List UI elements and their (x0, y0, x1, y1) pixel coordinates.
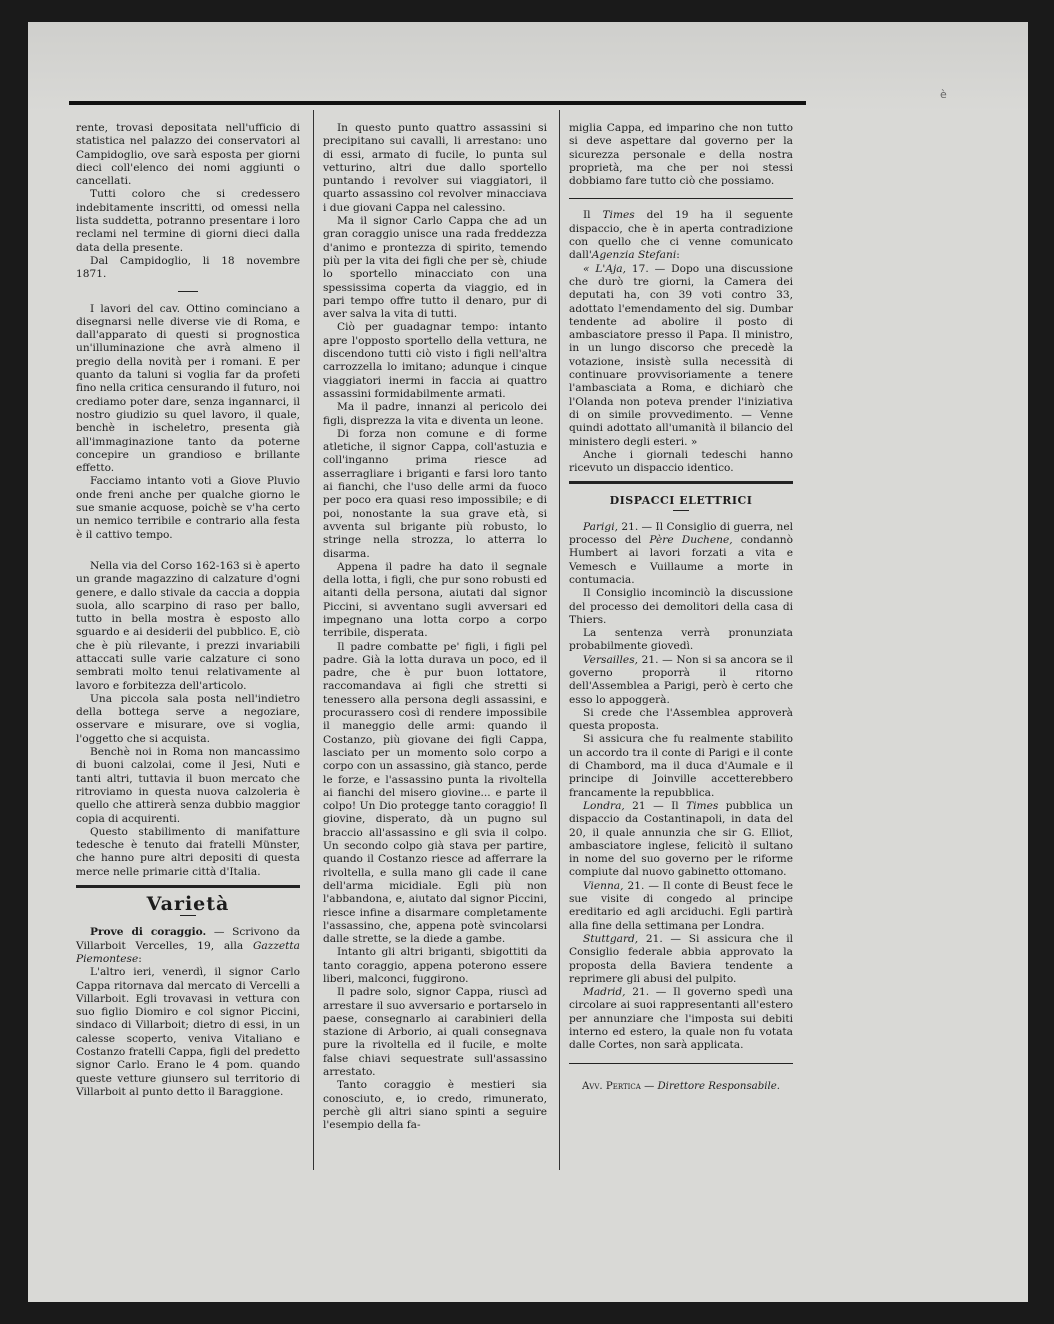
paragraph: Tanto coraggio è mestieri sia conosciuto, e, io credo, rimunerato, perchè gli altri siano spinti a seguire l'esempio della fa- (323, 1079, 547, 1132)
separator (673, 510, 689, 511)
text-run: 21. — Non si sa ancora se il governo proporrà il ritorno dell'Assemblea a Parigi, però è certo che esso lo appoggerà. (569, 653, 793, 706)
text-run: 21. — Il governo spedì una circolare ai suoi rappresentanti all'estero per annunziare che l'imposta sui debiti interno ed estero, la quale non fu votata dalle Cortes, non sarà applicata. (569, 986, 793, 1052)
agency-name: Agenzia Stefani (591, 249, 677, 262)
text-run: — Scrivono da Villarboit Vercelles, 19, alla (76, 926, 301, 952)
header-rule (69, 101, 806, 105)
dispatch: La sentenza verrà pronunziata probabilmente giovedì. (569, 627, 793, 653)
paragraph: Una piccola sala posta nell'indietro della bottega serve a negoziare, osservare e misurare, ove si voglia, l'oggetto che si acquista. (76, 692, 300, 745)
dispatch (569, 654, 793, 707)
dispatch (569, 986, 793, 1052)
text-run: : (676, 249, 680, 262)
paragraph: Di forza non comune e di forme atletiche, il signor Cappa, coll'astuzia e coll'inganno prima riesce ad asserragliare i briganti e farsi loro tanto ai fianchi, che l'uso delle armi da fuoco per poco era quasi reso impossibile; e di poi, nonostante la sua grave età, si avventa sul brigante più robusto, lo stringe nella strozza, lo atterra lo disarma. (323, 427, 547, 560)
dateline-place: Londra, (583, 799, 625, 812)
paragraph (569, 263, 793, 449)
paragraph: Ma il padre, innanzi al pericolo dei figli, disprezza la vita e diventa un leone. (323, 401, 547, 427)
dispatch (569, 933, 793, 986)
editor-role: Direttore Responsabile. (657, 1080, 781, 1092)
column-1 (76, 122, 300, 1099)
dispatch (569, 800, 793, 880)
section-title-varieta: Varietà (146, 893, 230, 916)
text-run: Il (583, 209, 603, 222)
text-run: 17. — Dopo una discussione che durò tre giorni, la Camera dei deputati ha, con 39 voti contro 33, adottato l'emendamento del sig. Dumbar tendente ad abolire il posto di ambasciatore presso il Papa. Il ministro, in un lungo discorso che precedè la votazione, insistè sulla necessità di continuare provvisoriamente a tenere l'ambasciata a Roma, e dichiarò che l'Olanda non poteva prender l'iniziativa di on simile provvedimento. — Venne quindi adottato all'umanità il bilancio del ministero degli esteri. » (569, 262, 793, 448)
section-rule (76, 885, 300, 888)
paragraph: Il padre combatte pe' figli, i figli pel padre. Già la lotta durava un poco, ed il padre, che è pur buon lottatore, raccomandava ai figli che stretti si tenessero alla persona degli assassini, e procurassero così di rendere impossibile il maneggio delle armi: quando il Costanzo, più giovane dei figli Cappa, lasciato per un momento solo corpo a corpo con un assassino, già stanco, perde le forze, e l'assassino punta la rivoltella ai fianchi del misero giovine... e parte il colpo! Un Dio protegge tanto coraggio! Il giovine, disperato, dà un pugno sul braccio all'assassino e gli svia il colpo. Un secondo colpo già stava per partire, quando il Costanzo riesce ad afferrare la rivoltella, e sulla mano gli cade il cane dell'arma micidiale. Egli più non l'abbandona, e, aiutato dal signor Piccini, riesce infine a disarmare completamente l'assassino, che, appena potè svincolarsi dalle strette, se la diede a gambe. (323, 640, 548, 946)
section-rule (569, 481, 793, 484)
paragraph: Nella via del Corso 162-163 si è aperto un grande magazzino di calzature d'ogni genere, e dallo stivale da caccia a doppia suola, allo scarpino di raso per ballo, tutto in bella mostra è esposto allo sguardo e ai desiderii del pubblico. E, ciò che è più rilevante, i prezzi invariabili attaccati sulle varie calzature ci sono sembrati molto tenui relativamente al lavoro e forbitezza dell'articolo. (76, 559, 300, 692)
dispatch: Il Consiglio incominciò la discussione del processo dei demolitori della casa di Thiers. (569, 587, 793, 626)
column-2 (323, 122, 547, 1133)
dateline-place: Parigi, (583, 520, 618, 533)
separator (569, 198, 793, 199)
publisher-footer (569, 1080, 793, 1093)
dateline-place: Versailles, (583, 653, 639, 666)
separator (569, 1063, 793, 1064)
paragraph: Il padre solo, signor Cappa, riuscì ad arrestare il suo avversario e portarselo in paese, consegnarlo ai carabinieri della stazione di Arborio, ai quali consegnava pure la rivoltella ed il fucile, e molte false chiavi sequestrate sull'assassino arrestato. (323, 986, 547, 1079)
newspaper-name: Times (602, 209, 635, 222)
paragraph: Anche i giornali tedeschi hanno ricevuto un dispaccio identico. (569, 448, 793, 475)
paragraph: Tutti coloro che si credessero indebitamente inscritti, od omessi nella lista suddetta, potranno presentare i loro reclami nel termine di giorni dieci dalla data della presente. (76, 188, 300, 254)
paragraph: miglia Cappa, ed imparino che non tutto si deve aspettare dal governo per la sicurezza personale e della nostra proprietà, ma che per noi stessi dobbiamo fare tutto ciò che possiamo. (569, 122, 793, 188)
section-title-dispacci: DISPACCI ELETTRICI (609, 494, 753, 508)
article-heading: Prove di coraggio. (90, 926, 207, 939)
paragraph: Ma il signor Carlo Cappa che ad un gran coraggio unisce una rada freddezza d'animo e prontezza di spirito, temendo più per la vita dei figli che per sè, chiude lo sportello minacciato con una spessissima coperta da viaggio, ed in pari tempo offre tutto il denaro, pur di aver salva la vita di tutti. (323, 215, 547, 321)
text-run: 21. — Il conte di Beust fece le sue visite di congedo al principe ereditario ed agli arciduchi. Egli partirà alla fine della settimana per Londra. (569, 879, 793, 932)
text-run: 21. — Il Consiglio di guerra, nel processo del (569, 520, 793, 547)
paragraph: Questo stabilimento di manifatture tedesche è tenuto dai fratelli Münster, che hanno pure altri depositi di questa merce nelle primarie città d'Italia. (76, 825, 300, 878)
text-run: del 19 ha il seguente dispaccio, che è in aperta contradizione con quello che ci venne comunicato dall' (569, 209, 793, 262)
newspaper-name: Père Duchene, (649, 534, 733, 547)
paragraph: Benchè noi in Roma non mancassimo di buoni calzolai, come il Jesi, Nuti e tanti altri, tuttavia il buon mercato che ritroviamo in questa nuova calzoleria è quello che attirerà senza dubbio maggior copia di acquirenti. (76, 746, 300, 825)
editor-name: Avv. Pertica (581, 1080, 641, 1092)
paragraph: Ciò per guadagnar tempo: intanto apre l'opposto sportello della vettura, ne discendono tutti ciò visto i figli nell'altra carrozzella lo imitano; adunque i cinque viaggiatori inermi in faccia ai quattro assassini formidabilmente armati. (323, 321, 547, 400)
dateline: Dal Campidoglio, li 18 novembre 1871. (76, 254, 300, 281)
separator (178, 291, 198, 292)
paragraph: rente, trovasi depositata nell'ufficio di statistica nel palazzo dei conservatori al Campidoglio, ove sarà esposta per giorni dieci coll'elenco dei nomi aggiunti o cancellati. (76, 122, 300, 188)
dateline-place: Stuttgard, (583, 932, 639, 945)
column-3 (569, 122, 793, 1093)
dispatch (569, 880, 793, 933)
text-run: condannò Humbert ai lavori forzati a vita e Vemesch e Vuillaume a morte in contumacia. (569, 534, 793, 586)
paragraph: L'altro ieri, venerdì, il signor Carlo Cappa ritornava dal mercato di Vercelli a Villarboit. Egli trovavasi in vettura con suo figlio Diomiro e col signor Piccini, sindaco di Villarboit; dietro di essi, in un calesse scoperto, veniva Vitaliano e Costanzo fratelli Cappa, figli del predetto signor Carlo. Erano le 4 pom. quando queste vetture giunsero sul territorio di Villarboit al punto detto il Baraggione. (76, 966, 300, 1098)
page-top-edge (28, 22, 1028, 112)
newspaper-name: Times (686, 799, 719, 812)
text-run: 21. — Si assicura che il Consiglio federale abbia approvato la proposta della Baviera tendente a reprimere gli abusi del pulpito. (569, 932, 793, 985)
paragraph: I lavori del cav. Ottino cominciano a disegnarsi nelle diverse vie di Roma, e dall'apparato di questi si prognostica un'illuminazione che avrà almeno il pregio della novità per i romani. E per quanto da taluni si voglia far da profeti fino nella critica censurando il futuro, noi crediamo poter dare, senza ingannarci, il nostro giudizio su quel lavoro, il quale, benchè in ischeletro, presenta già all'immaginazione tanto da poterne concepire un grandioso e brillante effetto. (76, 302, 300, 475)
paragraph: In questo punto quattro assassini si precipitano sui cavalli, li arrestano: uno di essi, armato di fucile, lo punta sul vetturino, altri due dallo sportello puntando i revolver sui viaggiatori, il quarto assassino col revolver minacciava i due giovani Cappa nel calessino. (323, 122, 547, 214)
paragraph (569, 209, 793, 262)
dispatch: Si assicura che fu realmente stabilito un accordo tra il conte di Parigi e il conte di Chambord, ma il duca d'Aumale e il principe di Joinville accetterebbero francamente la repubblica. (569, 733, 793, 799)
paragraph: Facciamo intanto voti a Giove Pluvio onde freni anche per qualche giorno le sue smanie acquose, poichè se v'ha certo un nemico terribile e contrario alla festa è il cattivo tempo. (76, 475, 300, 541)
page-mark: è (940, 88, 947, 101)
dateline-place: « L'Aja, (583, 262, 626, 275)
dispatch (569, 521, 793, 587)
separator (180, 915, 196, 916)
text-run: — (640, 1080, 658, 1092)
column-divider-2 (559, 110, 560, 1170)
text-run: pubblica un dispaccio da Costantinapoli, in data del 20, il quale annunzia che sir G. Elliot, ambasciatore inglese, felicitò il sultano in nome del suo governo per le riforme compiute dal nuovo gabinetto ottomano. (569, 799, 793, 879)
column-divider-1 (313, 110, 314, 1170)
dispatch: Si crede che l'Assemblea approverà questa proposta. (569, 706, 793, 733)
paragraph: Intanto gli altri briganti, sbigottiti da tanto coraggio, appena poterono essere liberi, malconci, fuggirono. (323, 946, 547, 985)
text-run: : (138, 952, 142, 965)
paragraph: Appena il padre ha dato il segnale della lotta, i figli, che pur sono robusti ed aitanti della persona, aiutati dal signor Piccini, si avventano sugli avversari ed impegnano una lotta corpo a corpo terribile, disperata. (323, 560, 547, 640)
dateline-place: Vienna, (583, 879, 624, 892)
newspaper-name: Gazzetta Piemontese (76, 939, 300, 965)
text-run: 21 — Il (624, 799, 687, 812)
article-lead (76, 926, 300, 966)
dateline-place: Madrid, (583, 986, 626, 999)
spacer (76, 542, 300, 560)
